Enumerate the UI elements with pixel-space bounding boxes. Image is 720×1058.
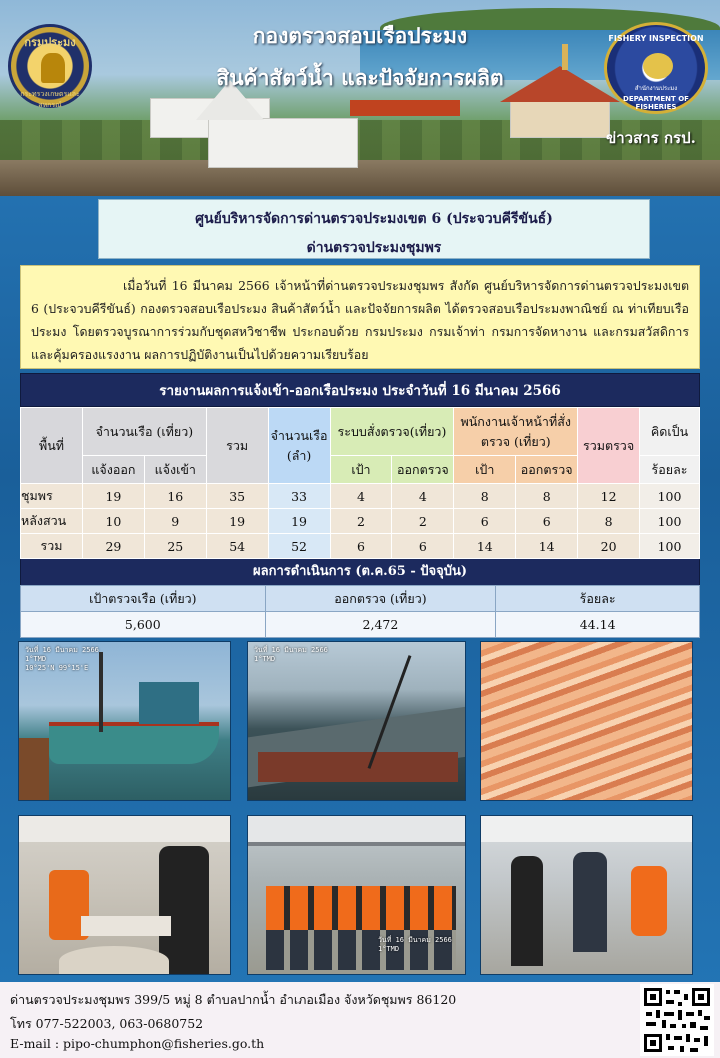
- photo-inspection-table: [18, 815, 231, 975]
- photo-shrimp: [480, 641, 693, 801]
- cell-boats: 19: [268, 509, 330, 534]
- header-equals: คิดเป็น: [640, 408, 700, 456]
- banner-road: [0, 160, 720, 196]
- cell-staff-target: 8: [454, 484, 516, 509]
- header-staff-target: เป้า: [454, 456, 516, 484]
- news-label: ข่าวสาร กรป.: [606, 129, 696, 147]
- results-header-percent: ร้อยละ: [496, 586, 700, 612]
- photo-stamp: วันที่ 16 มีนาคม 2566 1°TMD: [254, 646, 328, 663]
- photo-group-lifejackets: [247, 815, 466, 975]
- crest-icon: [41, 53, 65, 83]
- cell-in: 16: [144, 484, 206, 509]
- header-notify-out: แจ้งออก: [82, 456, 144, 484]
- header-boats-trips: จำนวนเรือ (เที่ยว): [82, 408, 206, 456]
- results-table: [20, 585, 700, 638]
- cell-in: 25: [144, 534, 206, 559]
- logo-left-subtext: กระทรวงเกษตรและสหกรณ์: [20, 90, 80, 109]
- office-title-box: [98, 199, 650, 259]
- cell-staff-insp: 6: [516, 509, 578, 534]
- cell-sys-target: 4: [330, 484, 392, 509]
- table-row-total: [21, 534, 700, 559]
- footer-address: ด่านตรวจประมงชุมพร 399/5 หมู่ 8 ตำบลปากน้ำ อำเภอเมือง จังหวัดชุมพร 86120: [10, 992, 457, 1007]
- table-row: [21, 509, 700, 534]
- cell-area: ชุมพร: [21, 484, 83, 509]
- logo-right-bottom-text: DEPARTMENT OF FISHERIES: [623, 95, 689, 111]
- department-of-fisheries-logo: [8, 24, 92, 108]
- cell-staff-insp: 14: [516, 534, 578, 559]
- report-table: [20, 407, 700, 559]
- fishery-inspection-logo: [604, 22, 708, 114]
- photo-fishing-boat: [18, 641, 231, 801]
- table-header-row: [21, 408, 700, 456]
- cell-area: รวม: [21, 534, 83, 559]
- results-header-inspected: ออกตรวจ (เที่ยว): [265, 586, 496, 612]
- footer-email[interactable]: E-mail : pipo-chumphon@fisheries.go.th: [10, 1036, 265, 1051]
- cell-total: 19: [206, 509, 268, 534]
- results-header-target: เป้าตรวจเรือ (เที่ยว): [21, 586, 266, 612]
- qr-code-icon: [642, 986, 712, 1054]
- shrine-building: [510, 100, 610, 138]
- footer-phone: โทร 077-522003, 063-0680752: [10, 1016, 204, 1031]
- results-value-target: 5,600: [21, 612, 266, 638]
- header-total: รวม: [206, 408, 268, 484]
- cell-staff-target: 6: [454, 509, 516, 534]
- cell-pct: 100: [640, 534, 700, 559]
- cell-out: 29: [82, 534, 144, 559]
- cell-total-insp: 20: [578, 534, 640, 559]
- logo-left-text: กรมประมง: [24, 36, 76, 49]
- fish-emblem-icon: [643, 53, 673, 79]
- header-banner: [0, 0, 720, 196]
- cell-in: 9: [144, 509, 206, 534]
- header-sys-target: เป้า: [330, 456, 392, 484]
- cell-staff-insp: 8: [516, 484, 578, 509]
- qr-code[interactable]: [640, 984, 714, 1056]
- photo-stamp: วันที่ 16 มีนาคม 2566 1°TMD 10°25'N 99°15'E: [25, 646, 99, 672]
- logo-right-mid-text: สำนักงานประมง: [634, 85, 678, 92]
- cell-out: 19: [82, 484, 144, 509]
- header-total-inspect: รวมตรวจ: [578, 408, 640, 484]
- cell-staff-target: 14: [454, 534, 516, 559]
- cell-boats: 52: [268, 534, 330, 559]
- results-title: ผลการดำเนินการ (ต.ค.65 - ปัจจุบัน): [20, 559, 700, 585]
- office-title-line1: ศูนย์บริหารจัดการด่านตรวจประมงเขต 6 (ประจวบคีรีขันธ์): [195, 211, 553, 227]
- cell-sys-target: 2: [330, 509, 392, 534]
- banner-title-line1: กองตรวจสอบเรือประมง: [252, 23, 468, 48]
- report-title: รายงานผลการแจ้งเข้า-ออกเรือประมง ประจำวันที่ 16 มีนาคม 2566: [20, 373, 700, 407]
- cell-out: 10: [82, 509, 144, 534]
- cell-total-insp: 12: [578, 484, 640, 509]
- header-area: พื้นที่: [21, 408, 83, 484]
- photo-boat-deck: [247, 641, 466, 801]
- report-section: [20, 373, 700, 638]
- results-value-percent: 44.14: [496, 612, 700, 638]
- photo-dockside-check: [480, 815, 693, 975]
- results-value-inspected: 2,472: [265, 612, 496, 638]
- photo-stamp: วันที่ 16 มีนาคม 2566 1°TMD: [378, 936, 452, 953]
- results-header-row: [21, 586, 700, 612]
- summary-paragraph: เมื่อวันที่ 16 มีนาคม 2566 เจ้าหน้าที่ด่านตรวจประมงชุมพร สังกัด ศูนย์บริหารจัดการด่านตรวจประมงเขต 6 (ประจวบคีรีขันธ์) กองตรวจสอบเรือประมง สินค้าสัตว์น้ำ และปัจจัยการผลิต ได้ตรวจสอบเรือประมงพาณิชย์ ณ ท่าเทียบเรือประมง โดยตรวจบูรณาการร่วมกับชุดสหวิชาชีพ ประกอบด้วย กรมประมง กรมเจ้าท่า กรมการจัดหางาน และกรมสวัสดิการและคุ้มครองแรงงาน ผลการปฏิบัติงานเป็นไปด้วยความเรียบร้อย: [20, 265, 700, 369]
- banner-title-line2: สินค้าสัตว์น้ำ และปัจจัยการผลิต: [216, 65, 504, 90]
- cell-boats: 33: [268, 484, 330, 509]
- contact-footer: [0, 982, 720, 1058]
- results-value-row: [21, 612, 700, 638]
- office-title-line2: ด่านตรวจประมงชุมพร: [306, 240, 442, 256]
- cell-pct: 100: [640, 484, 700, 509]
- header-system: ระบบสั่งตรวจ(เที่ยว): [330, 408, 454, 456]
- header-boats-count: จำนวนเรือ (ลำ): [268, 408, 330, 484]
- header-staff-inspected: ออกตรวจ: [516, 456, 578, 484]
- header-notify-in: แจ้งเข้า: [144, 456, 206, 484]
- table-row: [21, 484, 700, 509]
- cell-sys-insp: 2: [392, 509, 454, 534]
- cell-total: 54: [206, 534, 268, 559]
- cell-pct: 100: [640, 509, 700, 534]
- temple-building: [208, 118, 358, 168]
- header-percent: ร้อยละ: [640, 456, 700, 484]
- cell-total-insp: 8: [578, 509, 640, 534]
- cell-sys-insp: 6: [392, 534, 454, 559]
- cell-total: 35: [206, 484, 268, 509]
- cell-sys-target: 6: [330, 534, 392, 559]
- header-sys-inspected: ออกตรวจ: [392, 456, 454, 484]
- cell-sys-insp: 4: [392, 484, 454, 509]
- logo-right-top-text: FISHERY INSPECTION: [608, 34, 704, 43]
- header-staff: พนักงานเจ้าหน้าที่สั่งตรวจ (เที่ยว): [454, 408, 578, 456]
- red-roof: [350, 100, 460, 116]
- cell-area: หลังสวน: [21, 509, 83, 534]
